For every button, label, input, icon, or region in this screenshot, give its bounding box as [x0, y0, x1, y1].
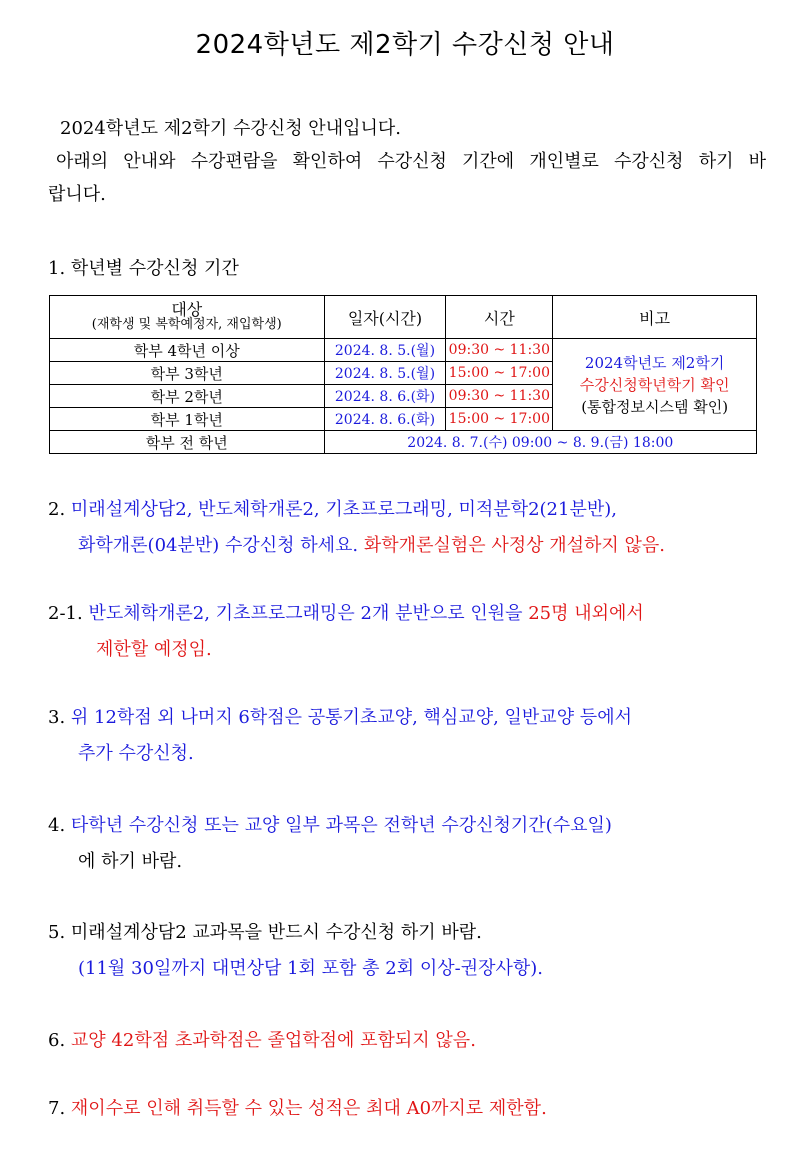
- item-2-line-1: 미래설계상담2, 반도체학개론2, 기초프로그래밍, 미적분학2(21분반),: [70, 499, 617, 520]
- page-title: 2024학년도 제2학기 수강신청 안내: [195, 30, 615, 60]
- row-target: 학부 4학년 이상: [50, 339, 325, 362]
- item-3-line-1: 위 12학점 외 나머지 6학점은 공통기초교양, 핵심교양, 일반교양 등에서: [70, 707, 632, 728]
- item-number: 7.: [48, 1098, 66, 1119]
- row-target: 학부 1학년: [50, 408, 325, 431]
- header-time: 시간: [446, 296, 553, 339]
- item-6: [48, 1023, 778, 1059]
- item-3: [48, 700, 778, 772]
- row-date: 2024. 8. 5.(월): [324, 339, 446, 362]
- row-period-all: 2024. 8. 7.(수) 09:00 ~ 8. 9.(금) 18:00: [324, 431, 756, 454]
- row-target: 학부 2학년: [50, 385, 325, 408]
- item-6-line-1: 교양 42학점 초과학점은 졸업학점에 포함되지 않음.: [70, 1030, 476, 1051]
- item-2-1-line-2: 제한할 예정임.: [96, 639, 212, 660]
- row-target: 학부 3학년: [50, 362, 325, 385]
- intro-line-3: 랍니다.: [48, 184, 106, 205]
- item-4-line-2: 에 하기 바람.: [78, 851, 183, 872]
- row-date: 2024. 8. 6.(화): [324, 408, 446, 431]
- intro-paragraph: [48, 112, 766, 211]
- header-target: [50, 296, 325, 339]
- item-5-line-1: 미래설계상담2 교과목을 반드시 수강신청 하기 바람.: [70, 922, 482, 943]
- row-date: 2024. 8. 6.(화): [324, 385, 446, 408]
- row-time: 15:00 ~ 17:00: [446, 408, 553, 431]
- item-4-line-1: 타학년 수강신청 또는 교양 일부 과목은 전학년 수강신청기간(수요일): [70, 815, 612, 836]
- item-number: 3.: [48, 707, 66, 728]
- item-2-1-line-1: 반도체학개론2, 기초프로그래밍은 2개 분반으로 인원을: [88, 603, 523, 624]
- item-2-line-2: 화학개론(04분반) 수강신청 하세요.: [78, 535, 359, 556]
- intro-line-1: 2024학년도 제2학기 수강신청 안내입니다.: [60, 118, 401, 139]
- note-cell: [553, 339, 757, 431]
- item-7-line-1: 재이수로 인해 취득할 수 있는 성적은 최대 A0까지로 제한함.: [70, 1098, 547, 1119]
- intro-line-2: 아래의 안내와 수강편람을 확인하여 수강신청 기간에 개인별로 수강신청 하기 바: [56, 151, 766, 172]
- table-row-all: [50, 431, 757, 454]
- note-line-2: 수강신청학년학기 확인: [579, 375, 730, 394]
- item-2-1-limit: 25명 내외에서: [528, 603, 644, 624]
- row-date: 2024. 8. 5.(월): [324, 362, 446, 385]
- item-number: 4.: [48, 815, 66, 836]
- row-time: 09:30 ~ 11:30: [446, 385, 553, 408]
- note-line-3: (통합정보시스템 확인): [581, 397, 729, 416]
- item-number: 6.: [48, 1030, 66, 1051]
- schedule-table: [49, 295, 757, 454]
- item-5: [48, 915, 778, 987]
- item-number: 2.: [48, 499, 66, 520]
- item-2: [48, 492, 778, 564]
- header-target-label: 대상: [171, 300, 203, 319]
- table-header-row: [50, 296, 757, 339]
- header-date: 일자(시간): [324, 296, 446, 339]
- note-line-1: 2024학년도 제2학기: [584, 353, 725, 372]
- item-7: [48, 1091, 778, 1127]
- row-time: 09:30 ~ 11:30: [446, 339, 553, 362]
- header-target-sub: (재학생 및 복학예정자, 재입학생): [91, 317, 282, 332]
- table-row: [50, 339, 757, 362]
- item-5-line-2: (11월 30일까지 대면상담 1회 포함 총 2회 이상-권장사항).: [78, 958, 543, 979]
- item-number: 5.: [48, 922, 66, 943]
- item-3-line-2: 추가 수강신청.: [78, 743, 194, 764]
- item-number: 2-1.: [48, 603, 83, 624]
- row-time: 15:00 ~ 17:00: [446, 362, 553, 385]
- item-2-1: [48, 596, 778, 668]
- section-1-heading: 1. 학년별 수강신청 기간: [48, 258, 239, 279]
- header-note: 비고: [553, 296, 757, 339]
- item-4: [48, 808, 778, 880]
- row-target-all: 학부 전 학년: [50, 431, 325, 454]
- item-2-warning: 화학개론실험은 사정상 개설하지 않음.: [363, 535, 665, 556]
